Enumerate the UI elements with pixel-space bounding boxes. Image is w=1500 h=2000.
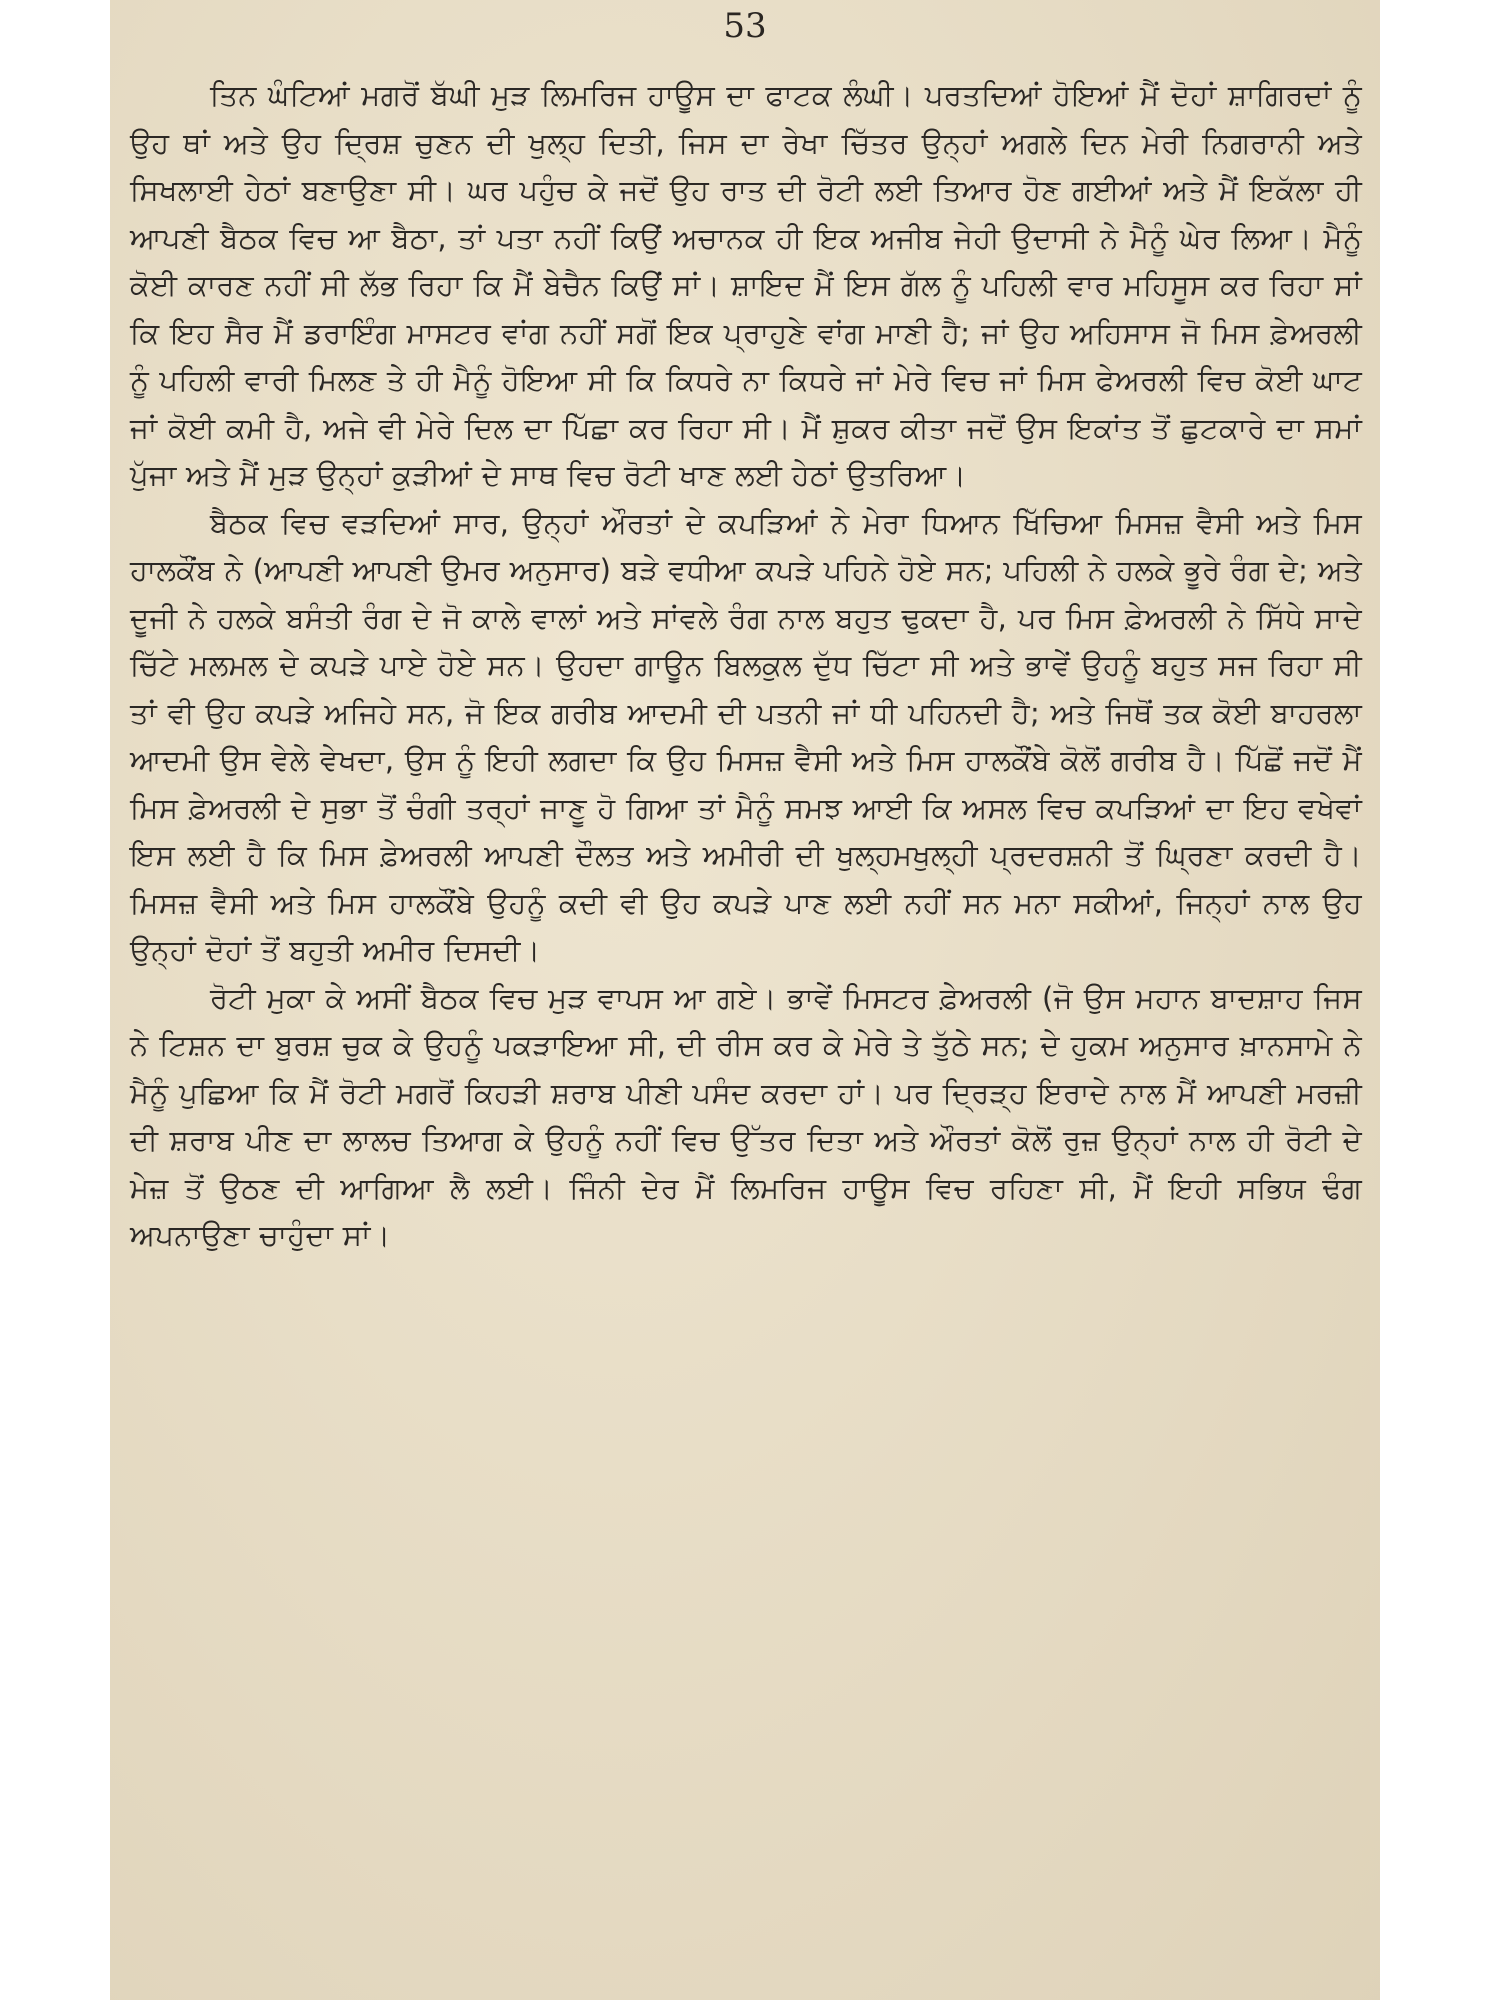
page-number: 53 xyxy=(723,6,767,46)
body-text xyxy=(130,72,1362,1260)
paragraph-2: ਬੈਠਕ ਵਿਚ ਵੜਦਿਆਂ ਸਾਰ, ਉਨ੍ਹਾਂ ਔਰਤਾਂ ਦੇ ਕਪੜਿਆਂ ਨੇ ਮੇਰਾ ਧਿਆਨ ਖਿੱਚਿਆ ਮਿਸਜ਼ ਵੈਸੀ ਅਤੇ ਮਿਸ ਹਾਲਕੌਂਬ ਨੇ (ਆਪਣੀ ਆਪਣੀ ਉਮਰ ਅਨੁਸਾਰ) ਬੜੇ ਵਧੀਆ ਕਪੜੇ ਪਹਿਨੇ ਹੋਏ ਸਨ; ਪਹਿਲੀ ਨੇ ਹਲਕੇ ਭੂਰੇ ਰੰਗ ਦੇ; ਅਤੇ ਦੂਜੀ ਨੇ ਹਲਕੇ ਬਸੰਤੀ ਰੰਗ ਦੇ ਜੋ ਕਾਲੇ ਵਾਲਾਂ ਅਤੇ ਸਾਂਵਲੇ ਰੰਗ ਨਾਲ ਬਹੁਤ ਢੁਕਦਾ ਹੈ, ਪਰ ਮਿਸ ਫ਼ੇਅਰਲੀ ਨੇ ਸਿੱਧੇ ਸਾਦੇ ਚਿੱਟੇ ਮਲਮਲ ਦੇ ਕਪੜੇ ਪਾਏ ਹੋਏ ਸਨ। ਉਹਦਾ ਗਾਊਨ ਬਿਲਕੁਲ ਦੁੱਧ ਚਿੱਟਾ ਸੀ ਅਤੇ ਭਾਵੇਂ ਉਹਨੂੰ ਬਹੁਤ ਸਜ ਰਿਹਾ ਸੀ ਤਾਂ ਵੀ ਉਹ ਕਪੜੇ ਅਜਿਹੇ ਸਨ, ਜੋ ਇਕ ਗਰੀਬ ਆਦਮੀ ਦੀ ਪਤਨੀ ਜਾਂ ਧੀ ਪਹਿਨਦੀ ਹੈ; ਅਤੇ ਜਿਥੋਂ ਤਕ ਕੋਈ ਬਾਹਰਲਾ ਆਦਮੀ ਉਸ ਵੇਲੇ ਵੇਖਦਾ, ਉਸ ਨੂੰ ਇਹੀ ਲਗਦਾ ਕਿ ਉਹ ਮਿਸਜ਼ ਵੈਸੀ ਅਤੇ ਮਿਸ ਹਾਲਕੌਂਬੇ ਕੋਲੋਂ ਗਰੀਬ ਹੈ। ਪਿੱਛੋਂ ਜਦੋਂ ਮੈਂ ਮਿਸ ਫ਼ੇਅਰਲੀ ਦੇ ਸੁਭਾ ਤੋਂ ਚੰਗੀ ਤਰ੍ਹਾਂ ਜਾਣੂ ਹੋ ਗਿਆ ਤਾਂ ਮੈਨੂੰ ਸਮਝ ਆਈ ਕਿ ਅਸਲ ਵਿਚ ਕਪੜਿਆਂ ਦਾ ਇਹ ਵਖੇਵਾਂ ਇਸ ਲਈ ਹੈ ਕਿ ਮਿਸ ਫ਼ੇਅਰਲੀ ਆਪਣੀ ਦੌਲਤ ਅਤੇ ਅਮੀਰੀ ਦੀ ਖੁਲ੍ਹਮਖੁਲ੍ਹੀ ਪ੍ਰਦਰਸ਼ਨੀ ਤੋਂ ਘ੍ਰਿਣਾ ਕਰਦੀ ਹੈ। ਮਿਸਜ਼ ਵੈਸੀ ਅਤੇ ਮਿਸ ਹਾਲਕੌਂਬੇ ਉਹਨੂੰ ਕਦੀ ਵੀ ਉਹ ਕਪੜੇ ਪਾਣ ਲਈ ਨਹੀਂ ਸਨ ਮਨਾ ਸਕੀਆਂ, ਜਿਨ੍ਹਾਂ ਨਾਲ ਉਹ ਉਨ੍ਹਾਂ ਦੋਹਾਂ ਤੋਂ ਬਹੁਤੀ ਅਮੀਰ ਦਿਸਦੀ। xyxy=(130,505,1363,967)
paragraph-3: ਰੋਟੀ ਮੁਕਾ ਕੇ ਅਸੀਂ ਬੈਠਕ ਵਿਚ ਮੁੜ ਵਾਪਸ ਆ ਗਏ। ਭਾਵੇਂ ਮਿਸਟਰ ਫ਼ੇਅਰਲੀ (ਜੋ ਉਸ ਮਹਾਨ ਬਾਦਸ਼ਾਹ ਜਿਸ ਨੇ ਟਿਸ਼ਨ ਦਾ ਬੁਰਸ਼ ਚੁਕ ਕੇ ਉਹਨੂੰ ਪਕੜਾਇਆ ਸੀ, ਦੀ ਰੀਸ ਕਰ ਕੇ ਮੇਰੇ ਤੇ ਤੁੱਠੇ ਸਨ; ਦੇ ਹੁਕਮ ਅਨੁਸਾਰ ਖ਼ਾਨਸਾਮੇ ਨੇ ਮੈਨੂੰ ਪੁਛਿਆ ਕਿ ਮੈਂ ਰੋਟੀ ਮਗਰੋਂ ਕਿਹੜੀ ਸ਼ਰਾਬ ਪੀਣੀ ਪਸੰਦ ਕਰਦਾ ਹਾਂ। ਪਰ ਦ੍ਰਿੜ੍ਹ ਇਰਾਦੇ ਨਾਲ ਮੈਂ ਆਪਣੀ ਮਰਜ਼ੀ ਦੀ ਸ਼ਰਾਬ ਪੀਣ ਦਾ ਲਾਲਚ ਤਿਆਗ ਕੇ ਉਹਨੂੰ ਨਹੀਂ ਵਿਚ ਉੱਤਰ ਦਿਤਾ ਅਤੇ ਔਰਤਾਂ ਕੋਲੋਂ ਰੁਜ਼ ਉਨ੍ਹਾਂ ਨਾਲ ਹੀ ਰੋਟੀ ਦੇ ਮੇਜ਼ ਤੋਂ ਉਠਣ ਦੀ ਆਗਿਆ ਲੈ ਲਈ। ਜਿੰਨੀ ਦੇਰ ਮੈਂ ਲਿਮਰਿਜ ਹਾਊਸ ਵਿਚ ਰਹਿਣਾ ਸੀ, ਮੈਂ ਇਹੀ ਸਭਿਯ ਢੰਗ ਅਪਨਾਉਣਾ ਚਾਹੁੰਦਾ ਸਾਂ। xyxy=(130,980,1362,1252)
paragraph-1: ਤਿਨ ਘੰਟਿਆਂ ਮਗਰੋਂ ਬੱਘੀ ਮੁੜ ਲਿਮਰਿਜ ਹਾਊਸ ਦਾ ਫਾਟਕ ਲੰਘੀ। ਪਰਤਦਿਆਂ ਹੋਇਆਂ ਮੈਂ ਦੋਹਾਂ ਸ਼ਾਗਿਰਦਾਂ ਨੂੰ ਉਹ ਥਾਂ ਅਤੇ ਉਹ ਦ੍ਰਿਸ਼ ਚੁਣਨ ਦੀ ਖੁਲ੍ਹ ਦਿਤੀ, ਜਿਸ ਦਾ ਰੇਖਾ ਚਿੱਤਰ ਉਨ੍ਹਾਂ ਅਗਲੇ ਦਿਨ ਮੇਰੀ ਨਿਗਰਾਨੀ ਅਤੇ ਸਿਖਲਾਈ ਹੇਠਾਂ ਬਣਾਉਣਾ ਸੀ। ਘਰ ਪਹੁੰਚ ਕੇ ਜਦੋਂ ਉਹ ਰਾਤ ਦੀ ਰੋਟੀ ਲਈ ਤਿਆਰ ਹੋਣ ਗਈਆਂ ਅਤੇ ਮੈਂ ਇਕੱਲਾ ਹੀ ਆਪਣੀ ਬੈਠਕ ਵਿਚ ਆ ਬੈਠਾ, ਤਾਂ ਪਤਾ ਨਹੀਂ ਕਿਉਂ ਅਚਾਨਕ ਹੀ ਇਕ ਅਜੀਬ ਜੇਹੀ ਉਦਾਸੀ ਨੇ ਮੈਨੂੰ ਘੇਰ ਲਿਆ। ਮੈਨੂੰ ਕੋਈ ਕਾਰਣ ਨਹੀਂ ਸੀ ਲੱਭ ਰਿਹਾ ਕਿ ਮੈਂ ਬੇਚੈਨ ਕਿਉਂ ਸਾਂ। ਸ਼ਾਇਦ ਮੈਂ ਇਸ ਗੱਲ ਨੂੰ ਪਹਿਲੀ ਵਾਰ ਮਹਿਸੂਸ ਕਰ ਰਿਹਾ ਸਾਂ ਕਿ ਇਹ ਸੈਰ ਮੈਂ ਡਰਾਇੰਗ ਮਾਸਟਰ ਵਾਂਗ ਨਹੀਂ ਸਗੋਂ ਇਕ ਪ੍ਰਾਹੁਣੇ ਵਾਂਗ ਮਾਣੀ ਹੈ; ਜਾਂ ਉਹ ਅਹਿਸਾਸ ਜੋ ਮਿਸ ਫ਼ੇਅਰਲੀ ਨੂੰ ਪਹਿਲੀ ਵਾਰੀ ਮਿਲਣ ਤੇ ਹੀ ਮੈਨੂੰ ਹੋਇਆ ਸੀ ਕਿ ਕਿਧਰੇ ਨਾ ਕਿਧਰੇ ਜਾਂ ਮੇਰੇ ਵਿਚ ਜਾਂ ਮਿਸ ਫੇਅਰਲੀ ਵਿਚ ਕੋਈ ਘਾਟ ਜਾਂ ਕੋਈ ਕਮੀ ਹੈ, ਅਜੇ ਵੀ ਮੇਰੇ ਦਿਲ ਦਾ ਪਿੱਛਾ ਕਰ ਰਿਹਾ ਸੀ। ਮੈਂ ਸ਼ੁਕਰ ਕੀਤਾ ਜਦੋਂ ਉਸ ਇਕਾਂਤ ਤੋਂ ਛੁਟਕਾਰੇ ਦਾ ਸਮਾਂ ਪੁੱਜਾ ਅਤੇ ਮੈਂ ਮੁੜ ਉਨ੍ਹਾਂ ਕੁੜੀਆਂ ਦੇ ਸਾਥ ਵਿਚ ਰੋਟੀ ਖਾਣ ਲਈ ਹੇਠਾਂ ਉਤਰਿਆ। xyxy=(130,78,1362,492)
book-page xyxy=(110,0,1380,2000)
